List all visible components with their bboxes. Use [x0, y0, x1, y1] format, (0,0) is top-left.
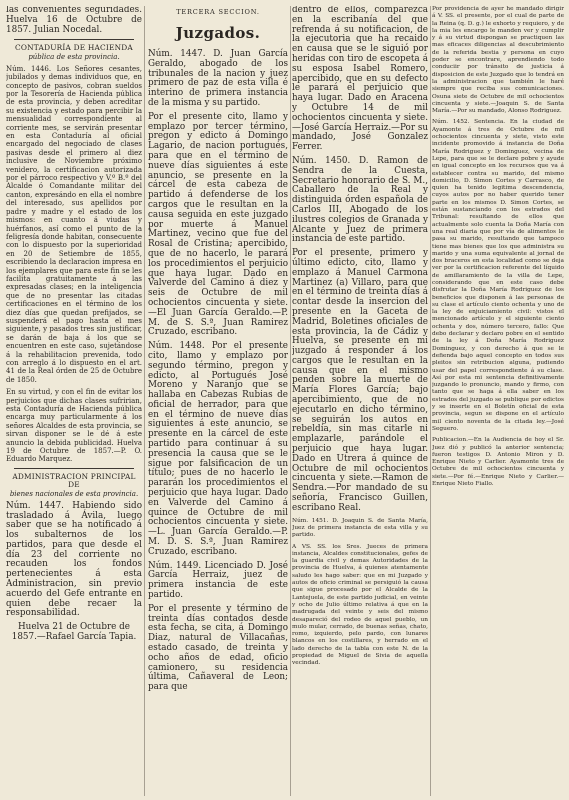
subheading-administracion: bienes nacionales de esta provincia. — [9, 489, 139, 498]
notice-1449-cont: dentro de ellos, comparezca en la escribanía del que refrenda á su notificacion, de la ejecutoria que ha recaido en causa que se le siguió por heridas con tiro de escopeta á su esposa Isabel Romero, apercibido, que en su defecto le parará el perjuicio que haya lugar. Dado en Aracena y Octubre 14 de mil ochocientos cincuenta y siete.—José García Herraiz.—Por su mandado, José Gonzalez Ferrer. — [292, 6, 428, 153]
notice-1449-body: Por el presente y término de treinta días contados desde esta fecha, se cita, á Domingo Diaz, natural de Villacañas, estado casado, de treinta y ocho años de edad, oficio camionero, su residencia última, Cañaveral de Leon; para que — [148, 603, 288, 693]
column-4 — [432, 6, 564, 794]
notice-1447: Núm. 1447. D. Juan García Geraldo, abogado de los tribunales de la nacion y juez primero de paz de esta villa é interino de primera instancia de la misma y su partido. — [148, 49, 288, 108]
notice-1447-signature: Huelva 21 de Octubre de 1857.—Rafael García Tapia. — [11, 622, 137, 643]
column-2 — [148, 6, 288, 794]
subheading-contaduria: pública de esta provincia. — [28, 52, 120, 61]
notice-1447-body: Por el presente cito, llamo y emplazo por tercer término, pregon y edicto á Domingo Lagario, de nacion portugués, para que en el término de nueve días siguientes á este anuncio, se presente en la cárcel de esta cabeza de partido á defenderse de los cargos que le resultan en la causa seguida en este juzgado por muerte á Manuel Martinez, vecino que fue del Rosal de Cristina; apercibido, que de no hacerlo, le parará los procedimientos el perjuicio que haya lugar. Dado en Valverde del Camino á diez y seis de Octubre de mil ochocientos cincuenta y siete.—El Juan García Geraldo.—P. M. de S. S.ª, Juan Ramirez Cruzado, escribano. — [148, 111, 288, 338]
notice-1451-body: A VS. SS. los Sres. Jueces de primera instancia, Alcaldes constitucionales, gefes de la guardia civil y demas Autoridades de la provincia de Huelva, á quienes atentamente saludo les hago saber: que en mi Juzgado y autos de oficio criminal se persiguió la causa que sigue procesado por el Alcalde de la Lantejuela, de este partido judicial, en veinte y ocho de Julio último relativa á que en la madrugada del veinte y seis del mismo desapareció del rodeo de aquel pueblo, un mulo mular, cerrado, de buenas señas, chato, romo, izquierdo, pelo pardo, con lunares blancos en los costillares, y herrado en el lado derecho de la tabla con este N. de la propiedad de Miguel de Sivia de aquella vecindad. — [292, 543, 428, 667]
notice-1447-admin: Núm. 1447. Habiendo sido trasladado á Ávila, luego saber que se ha notificado á los subalternos de los partidos, para que desde el día 23 del corriente no recauden los fondos pertenecientes á esta Administracion, sin previo acuerdo del Gefe entrante en quien debe recaer la responsabilidad. — [6, 500, 142, 619]
heading-administracion: ADMINISTRACION PRINCIPAL DE — [12, 471, 136, 490]
notice-1452-publication: Publicacion.—En la Audiencia de hoy el Sr. Juez dió y publicó la anterior sentencia; fueron testigos D. Antonio Miron y D. Enrique Nieto y Carlier. Ayamonte tres de Octubre de mil ochocientos cincuenta y siete.—Por fé.—Enrique Nieto y Carlier.—Enrique Nieto Fiallo. — [432, 437, 564, 487]
notice-1451-cont: Por providencia de ayer he mandado dirigir á V. SS. el presente, por el cual de parte de la Reina (q. D. g.) le exhorto y requiero, y de la mia les encargo le manden ver y cumplir y á su virtud dispongan se practiquen las mas eficaces diligencias al descubrimiento de la referida bestia y persona en cuyo poder se encontrare, aprendiendo todo conduciir por tránsito de justicia á disposicion de este Juzgado que lo tendrá en la administracion que también le haré siempre que reciba sus comunicaciones. Osuna siete de Octubre de mil ochocientos cincuenta y siete.—Joaquin S. de Santa María.—Por su mandado, Alonso Rodriguez. — [432, 6, 564, 115]
heading-contaduria: CONTADURÍA DE HACIENDA — [15, 43, 133, 53]
column-divider — [290, 6, 291, 796]
notice-1451: Núm. 1451. D. Joaquin S. de Santa María, Juez de primera instancia de esta villa y su partido. — [292, 517, 428, 539]
section-label: TERCERA SECCION. — [176, 8, 260, 16]
notice-1449: Núm. 1449. Licenciado D. José García Herraiz, juez de primera instancia de este partido. — [148, 560, 288, 601]
column-1 — [6, 6, 142, 794]
divider — [14, 39, 134, 40]
notice-1446-cont: En su virtud, y con el fin de evitar los perjuicios que dichas clases sufririan, esta Contaduría de Hacienda pública encarga muy particularmente á los señores Alcaldes de esta provincia, se sirvan disponer se le dé á este anuncio la debida publicidad. Huelva 19 de Octubre de 1857.—P. O. Eduardo Marquez. — [6, 388, 142, 464]
intro-text: las convenientes seguridades. Huelva 16 de Octubre de 1857. Julian Nocedal. — [6, 6, 142, 35]
notice-1448: Núm. 1448. Por el presente cito, llamo y emplazo por segundo término, pregon y edicto, al Portugués José Moreno y Naranjo que se hallaba en Cabezas Rubias de oficial de herrador, para que en el término de nueve días siguientes á este anuncio, se presente en la cárcel de este partido para continuar á su presencia la causa que se le sigue por falsificacion de un título; pues de no hacerlo le pararán los procedimientos el perjuicio que haya lugar. Dado en Valverde del Camino á quince de Octubre de mil ochocientos cincuenta y siete.—L. Juan García Geraldo.—P. M. D. S. S.ª, Juan Ramirez Cruzado, escribano. — [148, 341, 288, 557]
column-divider — [430, 6, 431, 796]
column-3 — [292, 6, 428, 794]
notice-1452: Núm. 1452. Sentencia. En la ciudad de Ayamonte á tres de Octubre de mil ochocientos cincuenta y siete, visto este incidente promovido á instancia de Doña María Rodriguez y Dominguez, vecina de Lepe, para que se le declare pobre y ayude en igual concepto en los recursos que va á establecer contra su marido, del mismo domicilio, D. Simon Cortes y Carrasco, de quien ha tenido legitima descendencia, cuyos autos por no haber querido tener parte en los mismos D. Simon Cortes, se están sustanciando con los estrados del Tribunal: resultando de ellos que actualmente solo cuenta la Doña María con una real diaria que por vía de alimentos le pasa su marido, resultando que tampoco tiene mas bienes que los que administra su marido y una suma equivalente al jornal de dos braceros en esta localidad como se deja ver por la certificacion referente del líquido de amillaramiento de la villa de Lepe, considerando que en este caso debe disfrutar la Doña María Rodriguez de los beneficios que disponen á las personas de su clase el artículo ciento ochenta y uno de la ley de enjuiciamiento civil: vistos el mencionado artículo y el siguiente ciento ochenta y dos, número tercero, fallo: Que debo declarar y declaro pobre en el sentido de la ley á Doña María Rodriguez Dominguez, y con derecho á que se le defienda bajo aquel concepto en todos sus pleitos sin retribucion alguna, pudiendo usar del papel correspondiente á su clase. Así por esta mi sentencia definitivamente juzgando lo pronuncio, mando y firmo, con tanto que se haga á ella saber en los estrados del juzgado se publique por edictos y se inserte en el Boletín oficial de esta provincia, segun se dispone en el artículo mil ciento noventa de la citada ley.—José Seguero. — [432, 119, 564, 432]
column-divider — [144, 6, 145, 796]
section-title: Juzgados. — [175, 24, 261, 42]
divider — [14, 468, 134, 469]
notice-1450-body: Por el presente, primero y último edicto, cito, llamo y emplazo á Manuel Carmona Martinez (a) Villaro, para que en el término de treinta días á contar desde la insercion del presente en la Gaceta de Madrid, Boletines oficiales de esta provincia, la de Cádiz y Huelva, se presente en mi juzgado á responder á los cargos que le resultan en la causa que en el mismo penden sobre la muerte de María Flores García; bajo apercibimiento, que de no ejecutarlo en dicho término, se seguirán los autos en rebeldía, sin mas citarle ni emplazarle, parándole el perjuicio que haya lugar. Dado en Utrera á quince de Octubre de mil ochocientos cincuenta y siete.—Ramon de Sendra.—Por mandado de su señoría, Francisco Guillen, escribano Real. — [292, 248, 428, 513]
notice-1450: Núm. 1450. D. Ramon de Sendra de la Cuesta, Secretario honorario de S. M., Caballero de la Real y distinguida órden española de Carlos III, Abogado de los ilustres colegios de Granada y Alcante y Juez de primera instancia de este partido. — [292, 155, 428, 245]
notice-1446: Núm. 1446. Los Señores cesantes, jubilados y demas individuos que, en concepto de pasivos, cobran sueldos por la Tesorería de Hacienda pública de esta provincia, y deben acreditar su existencia y estado para percibir la mensualidad correspondiente al corriente mes, se servirán presentar en esta Contaduría al oficial encargado del negociado de clases pasivas desde el primero al diez inclusive de Noviembre próximo venidero, la certificacion autorizada por el párroco respectivo y V.º B.º del Alcalde ó Comandante militar del canton, expresándo en ella el nombre del interesado, sus apellidos por padre y madre y el estado de los mismos: en cuanto á viudas y huérfanos, así como el punto de la feligresía donde habitan, consecuente con lo dispuesto por la superioridad en 20 de Setiembre de 1855, escribiendo la declaracion impresa en los ejemplares que para este fin se les facilita gratuitamente á las expresadas clases; en la inteligencia que de no presentar las citadas certificaciones en el término de los diez días que quedan prefijados, se suspenderá el pago hasta el mes siguiente, y pasados tres sin justificar, se darán de baja á los que se encuentren en este caso, sujetándose á la rehabilitacion prevenida, todo con arreglo á lo dispuesto en el art. 41 de la Real órden de 25 de Octubre de 1850. — [6, 64, 142, 384]
